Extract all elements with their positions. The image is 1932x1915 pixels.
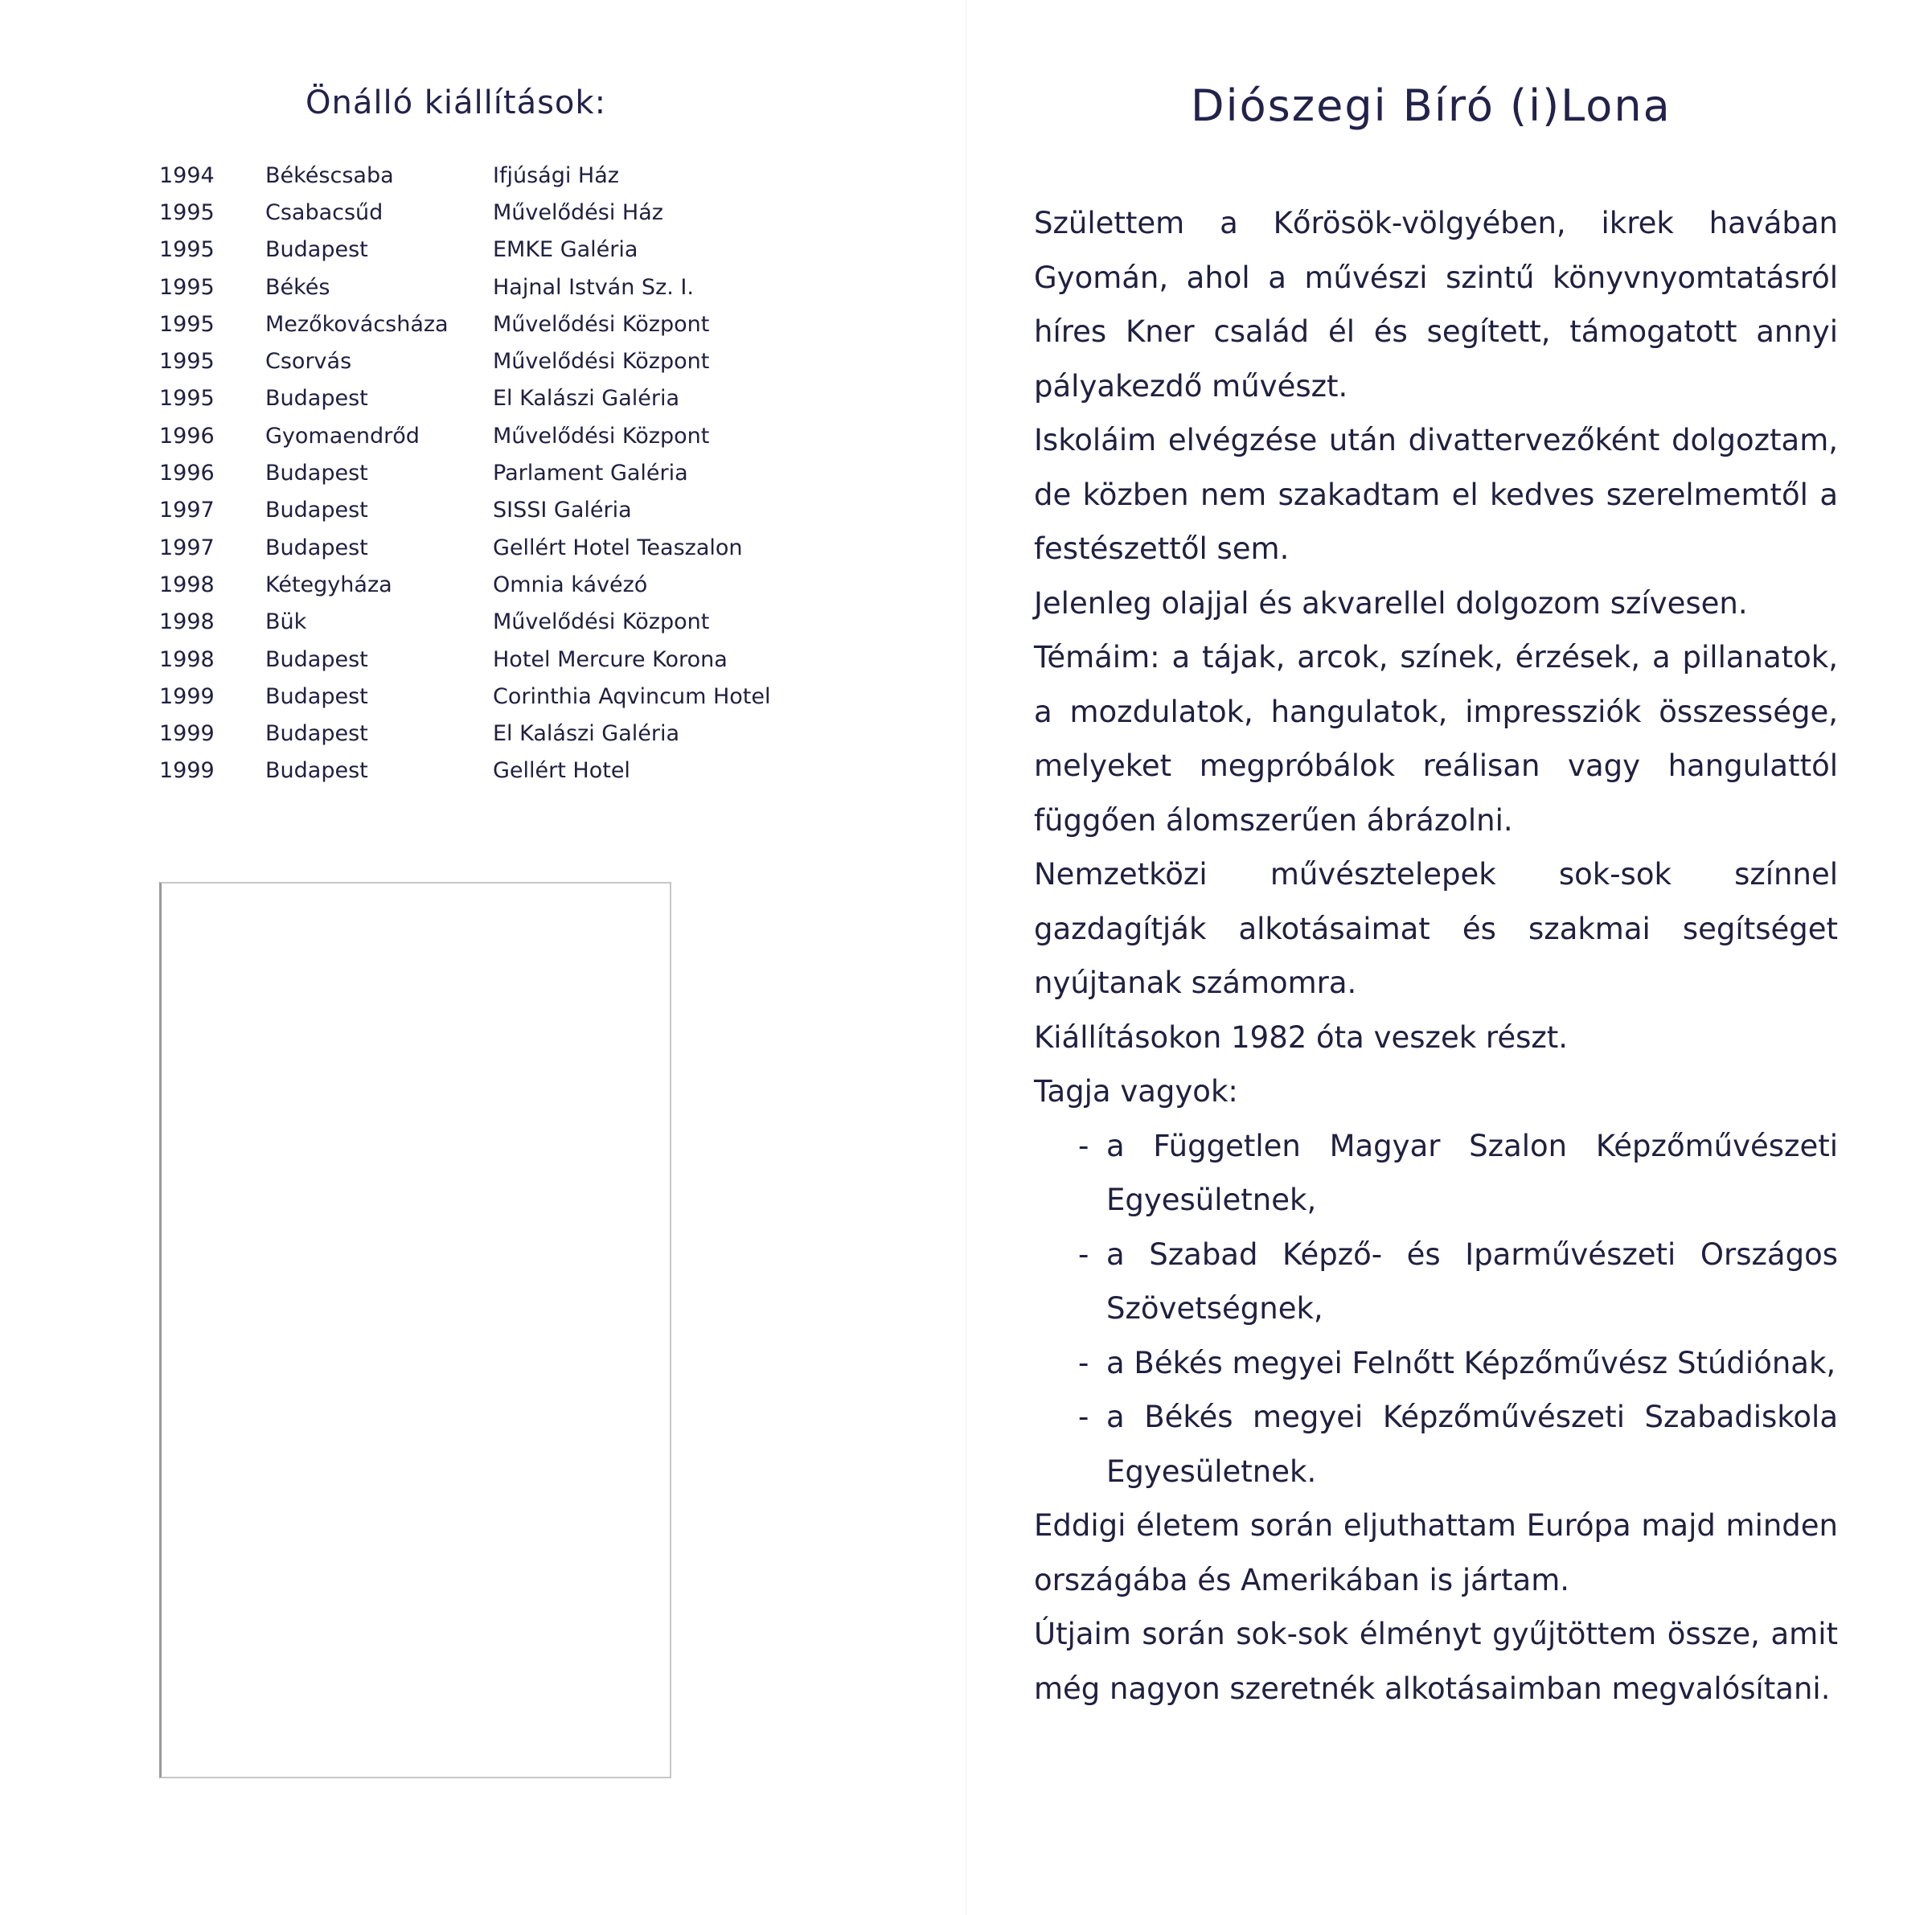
membership-text: a Békés megyei Felnőtt Képzőművész Stúdiónak, [1106, 1345, 1836, 1380]
exhibition-row [159, 269, 798, 305]
exhibition-venue: Ifjúsági Ház [493, 162, 619, 188]
exhibition-year: 1996 [159, 461, 215, 486]
exhibition-row [159, 417, 798, 454]
bio-paragraph: Nemzetközi művésztelepek sok-sok színnel gazdagítják alkotásaimat és szakmai segítséget nyújtanak számomra. [1034, 857, 1838, 1000]
exhibition-year: 1995 [159, 386, 215, 412]
exhibition-year: 1998 [159, 609, 215, 635]
exhibition-city: Budapest [265, 535, 368, 560]
exhibition-venue: Gellért Hotel Teaszalon [493, 535, 743, 560]
bio-paragraph: Születtem a Kőrösök-völgyében, ikrek havában Gyomán, ahol a művészi szintű könyvnyomtatásról híres Kner család él és segített, támogatott annyi pályakezdő művészt. [1034, 206, 1838, 404]
exhibition-city: Békéscsaba [265, 162, 394, 188]
exhibition-venue: Művelődési Központ [493, 311, 710, 337]
exhibition-year: 1998 [159, 646, 215, 672]
exhibition-city: Budapest [265, 237, 368, 263]
exhibition-venue: Hotel Mercure Korona [493, 646, 728, 672]
bio-paragraph: Útjaim során sok-sok élményt gyűjtöttem össze, amit még nagyon szeretnék alkotásaimban megvalósítani. [1034, 1617, 1838, 1706]
exhibition-row [159, 604, 798, 641]
exhibitions-table [159, 157, 798, 789]
exhibition-row [159, 715, 798, 752]
artist-name: Diószegi Bíró (i)Lona [1191, 80, 1672, 131]
exhibition-city: Budapest [265, 386, 368, 412]
list-dash: - [1078, 1345, 1089, 1380]
exhibition-city: Bük [265, 609, 307, 635]
bio-paragraph: Tagja vagyok: [1034, 1074, 1238, 1109]
exhibition-row [159, 641, 798, 678]
exhibition-year: 1999 [159, 721, 215, 747]
exhibition-year: 1997 [159, 498, 215, 523]
exhibition-venue: Parlament Galéria [493, 461, 688, 486]
exhibition-year: 1999 [159, 758, 215, 784]
bio-paragraph: Iskoláim elvégzése után divattervezőként dolgoztam, de közben nem szakadtam el kedves szerelmemtől a festészettől sem. [1034, 423, 1838, 566]
list-dash: - [1078, 1128, 1089, 1163]
exhibition-year: 1995 [159, 311, 215, 337]
exhibition-row [159, 194, 798, 231]
membership-text: a Szabad Képző- és Iparművészeti Országos Szövetségnek, [1106, 1236, 1838, 1326]
exhibition-venue: Gellért Hotel [493, 758, 630, 784]
exhibition-city: Békés [265, 274, 330, 300]
exhibition-venue: El Kalászi Galéria [493, 721, 680, 747]
exhibition-city: Csorvás [265, 349, 352, 375]
exhibition-year: 1995 [159, 199, 215, 225]
exhibitions-table-body [159, 157, 798, 789]
membership-item [1078, 1336, 1838, 1391]
exhibition-city: Kétegyháza [265, 572, 392, 597]
exhibition-year: 1995 [159, 349, 215, 375]
exhibition-city: Budapest [265, 461, 368, 486]
exhibition-venue: Művelődési Központ [493, 349, 710, 375]
exhibition-city: Budapest [265, 758, 368, 784]
right-page [966, 0, 1932, 1915]
photo-placeholder [159, 882, 671, 1778]
exhibition-row [159, 380, 798, 417]
exhibition-year: 1998 [159, 572, 215, 597]
exhibition-year: 1995 [159, 237, 215, 263]
exhibition-row [159, 492, 798, 529]
exhibition-city: Budapest [265, 721, 368, 747]
exhibition-venue: SISSI Galéria [493, 498, 632, 523]
exhibition-venue: Művelődési Központ [493, 609, 710, 635]
exhibition-year: 1997 [159, 535, 215, 560]
exhibition-row [159, 678, 798, 715]
exhibitions-title: Önálló kiállítások: [306, 84, 607, 121]
exhibition-venue: Művelődési Központ [493, 423, 710, 449]
exhibition-row [159, 232, 798, 269]
exhibition-city: Mezőkovácsháza [265, 311, 449, 337]
exhibition-venue: Corinthia Aqvincum Hotel [493, 683, 771, 709]
exhibition-row [159, 752, 798, 789]
list-dash: - [1078, 1400, 1089, 1434]
membership-list [1034, 1119, 1838, 1499]
membership-item [1078, 1228, 1838, 1336]
exhibition-year: 1994 [159, 162, 215, 188]
exhibition-row [159, 305, 798, 342]
exhibition-venue: EMKE Galéria [493, 237, 638, 263]
bio-paragraph: Kiállításokon 1982 óta veszek részt. [1034, 1019, 1569, 1055]
exhibition-city: Gyomaendrőd [265, 423, 420, 449]
exhibition-city: Budapest [265, 683, 368, 709]
membership-text: a Békés megyei Képzőművészeti Szabadiskola Egyesületnek. [1106, 1400, 1838, 1489]
membership-text: a Független Magyar Szalon Képzőművészeti Egyesületnek, [1106, 1128, 1838, 1217]
exhibition-city: Budapest [265, 646, 368, 672]
list-dash: - [1078, 1236, 1089, 1272]
bio-paragraph: Jelenleg olajjal és akvarellel dolgozom szívesen. [1034, 585, 1748, 621]
exhibition-year: 1995 [159, 274, 215, 300]
exhibition-row [159, 157, 798, 194]
bio-paragraph: Témáim: a tájak, arcok, színek, érzések, a pillanatok, a mozdulatok, hangulatok, impressziók összessége, melyeket megpróbálok reálisan vagy hangulattól függően álomszerűen ábrázolni. [1034, 640, 1838, 838]
exhibition-venue: Hajnal István Sz. I. [493, 274, 694, 300]
exhibition-row [159, 342, 798, 379]
exhibition-venue: El Kalászi Galéria [493, 386, 680, 412]
exhibition-venue: Omnia kávézó [493, 572, 648, 597]
exhibition-year: 1999 [159, 683, 215, 709]
membership-item [1078, 1390, 1838, 1499]
biography-text [1034, 196, 1838, 1716]
exhibition-row [159, 566, 798, 603]
bio-paragraph: Eddigi életem során eljuthattam Európa majd minden országába és Amerikában is jártam. [1034, 1508, 1838, 1597]
exhibition-city: Csabacsűd [265, 199, 384, 225]
exhibition-venue: Művelődési Ház [493, 199, 663, 225]
exhibition-year: 1996 [159, 423, 215, 449]
exhibition-city: Budapest [265, 498, 368, 523]
exhibition-row [159, 529, 798, 566]
exhibition-row [159, 454, 798, 491]
membership-item [1078, 1119, 1838, 1228]
